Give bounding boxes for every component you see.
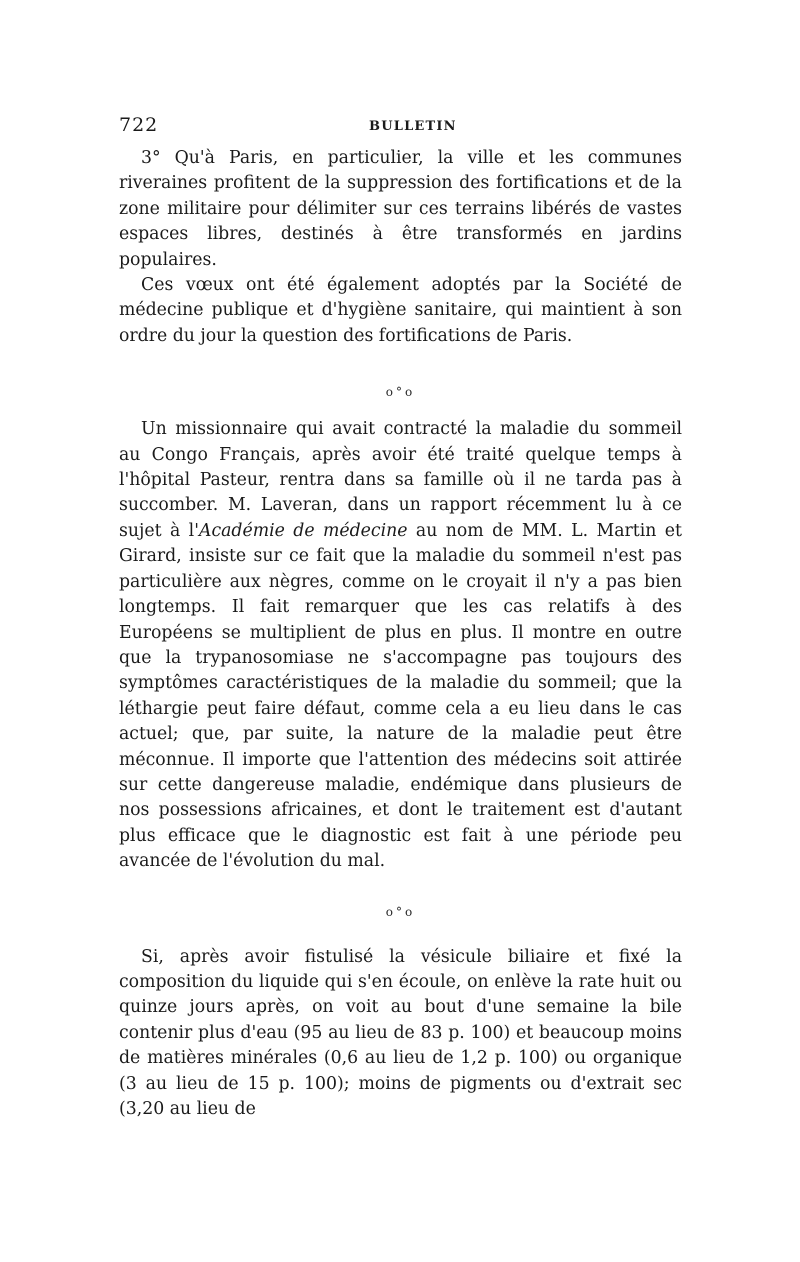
- page-body: [119, 146, 682, 1122]
- page-header: [119, 114, 682, 142]
- paragraph-societe-medecine: Ces vœux ont été également adoptés par la Société de médecine publique et d'hygiène sanitaire, qui maintient à son ordre du jour la question des fortifications de Paris.: [119, 275, 682, 346]
- paragraph-fortifications-vow: 3° Qu'à Paris, en particulier, la ville et les communes riveraines profitent de la suppression des fortifications et de la zone militaire pour délimiter sur ces terrains libérés de vastes espaces libres, destinés à être transformés en jardins populaires.: [119, 148, 682, 270]
- italic-academie: Académie de médecine: [198, 520, 408, 541]
- page-number: 722: [119, 114, 159, 136]
- paragraph-sleeping-sickness: [119, 417, 682, 874]
- paragraph-text: au nom de MM. L. Martin et Girard, insiste sur ce fait que la maladie du sommeil n'est pas particulière aux nègres, comme on le croyait il n'y a pas bien longtemps. Il fait remarquer que les cas relatifs à des Européens se multiplient de plus en plus. Il montre en outre que la trypanosomiase ne s'accompagne pas toujours des symptômes caractéristiques de la maladie du sommeil; que la léthargie peut faire défaut, comme cela a eu lieu dans le cas actuel; que, par suite, la nature de la maladie peut être méconnue. Il importe que l'attention des médecins soit attirée sur cette dangereuse maladie, endémique dans plusieurs de nos possessions africaines, et dont le traitement est d'autant plus efficace que le diagnostic est fait à une période peu avancée de l'évolution du mal.: [119, 520, 682, 872]
- running-head: BULLETIN: [369, 119, 457, 134]
- paragraph-bile-spleen: Si, après avoir fistulisé la vésicule biliaire et fixé la composition du liquide qui s'en écoule, on enlève la rate huit ou quinze jours après, on voit au bout d'une semaine la bile contenir plus d'eau (95 au lieu de 83 p. 100) et beaucoup moins de matières minérales (0,6 au lieu de 1,2 p. 100) ou organique (3 au lieu de 15 p. 100); moins de pigments ou d'extrait sec (3,20 au lieu de: [119, 946, 682, 1119]
- paragraph-text: Un missionnaire qui avait contracté la maladie du sommeil au Congo Français, après avoir été traité quelque temps à l'hôpital Pasteur, rentra dans sa famille où il ne tarda pas à succomber. M. Laveran, dans un rapport récemment lu à ce sujet à l': [119, 419, 682, 541]
- section-separator: o°o: [385, 904, 416, 919]
- section-separator: o°o: [385, 385, 416, 400]
